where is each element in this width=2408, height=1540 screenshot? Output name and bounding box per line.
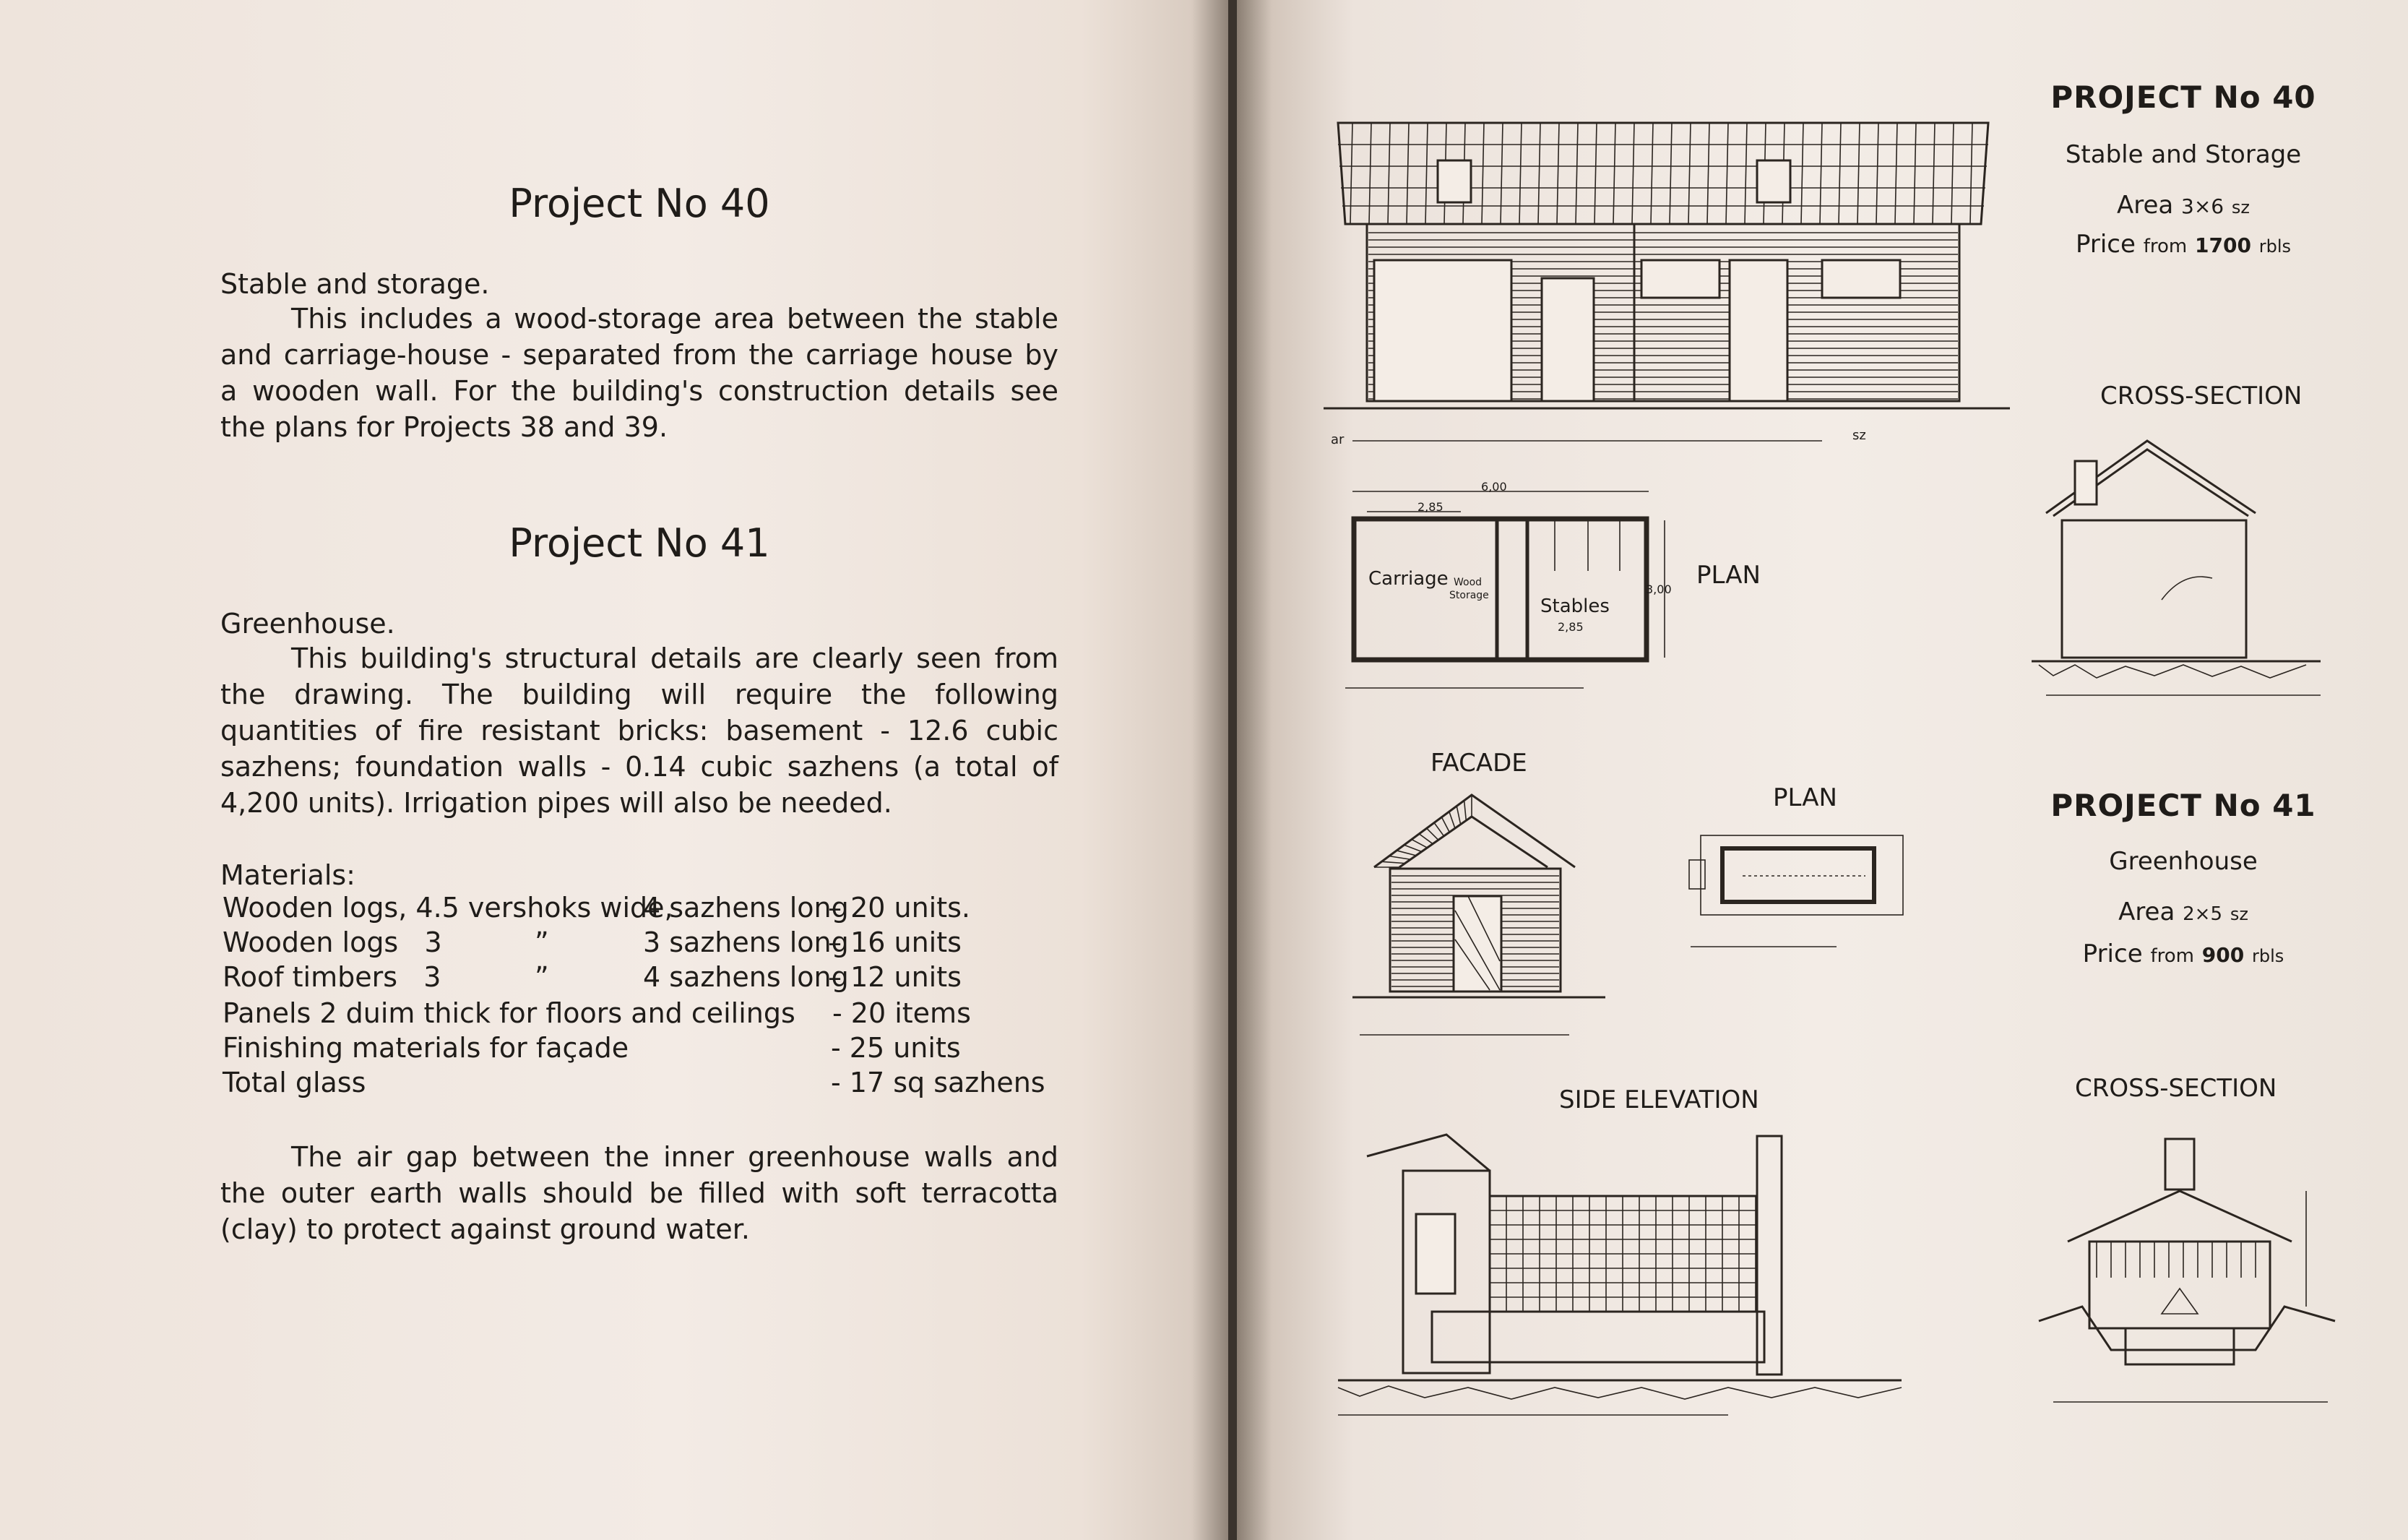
elevation-scale-end: sz (1852, 428, 1866, 443)
project40-price (2003, 230, 2364, 259)
elevation-scale-start: ar (1331, 432, 1345, 447)
material-item: Wooden logs, 4.5 vershoks wide, (223, 892, 673, 924)
price-from: from (2143, 236, 2188, 257)
material-row-6: Total glass (223, 1067, 366, 1098)
material-row-3: Roof timbers 3 (223, 961, 441, 993)
material-length-2: 3 sazhens long (643, 926, 849, 958)
material-ditto-2: ” (535, 926, 549, 958)
material-qty-5: - 25 units (831, 1032, 961, 1064)
project40-subtitle: Stable and storage. (220, 268, 490, 300)
material-row-2: Wooden logs 3 (223, 926, 442, 958)
price-value: 900 (2201, 943, 2245, 967)
project41-subtitle: Greenhouse. (220, 608, 395, 640)
material-row-1 (223, 892, 673, 924)
closing-paragraph: The air gap between the inner greenhouse walls and the outer earth walls should be filled with soft terracotta (clay) to protect against ground water. (220, 1141, 1058, 1245)
material-length-1: 4 sazhens long (643, 892, 849, 924)
stable-elevation-drawing (1324, 116, 2010, 455)
greenhouse-facade-drawing (1345, 788, 1613, 1048)
materials-heading: Materials: (220, 859, 355, 891)
project40-cross-section-label: CROSS-SECTION (2100, 382, 2303, 410)
price-label: Price (2082, 939, 2143, 968)
area-unit: sz (2230, 904, 2248, 924)
project41-name: Greenhouse (2109, 847, 2258, 876)
plan-dim-right: 2,85 (1558, 620, 1584, 634)
project41-heading: Project No 41 (509, 520, 770, 566)
plan-room-storage: Storage (1449, 590, 1489, 601)
area-label: Area (2118, 898, 2175, 926)
greenhouse-plan-drawing (1685, 831, 1909, 961)
project40-heading: Project No 40 (509, 181, 770, 226)
material-row-5: Finishing materials for façade (223, 1032, 629, 1064)
project41-body: This building's structural details are clearly seen from the drawing. The building will require the following quantities of fire resistant bricks: basement - 12.6 cubic sazhens; foundation walls - 0.14 cubic sazhens (a total of 4,200 units). Irrigation pipes will also be needed. (220, 642, 1058, 819)
area-value: 2×5 (2183, 903, 2222, 925)
book-gutter (1228, 0, 1237, 1540)
plan-dim-width: 6,00 (1481, 480, 1507, 494)
material-qty-6: - 17 sq sazhens (831, 1067, 1045, 1098)
project41-plan-label: PLAN (1773, 783, 1837, 812)
project41-cross-section-label: CROSS-SECTION (2075, 1074, 2277, 1103)
stable-cross-section-drawing (2032, 426, 2335, 708)
project41-area (2003, 898, 2364, 926)
material-qty-3: – 12 units (828, 961, 962, 993)
area-unit: sz (2231, 197, 2251, 218)
plan-dim-left: 2,85 (1417, 500, 1443, 514)
plan-room-stables: Stables (1540, 595, 1610, 617)
material-qty-2: – 16 units (828, 926, 962, 958)
plan-room-wood: Wood (1454, 577, 1483, 588)
plan-room-carriage: Carriage (1368, 568, 1449, 590)
material-row-4: Panels 2 duim thick for floors and ceilings (223, 997, 795, 1029)
material-qty-1: – 20 units. (828, 892, 971, 924)
project41-price (2003, 939, 2364, 968)
material-ditto-3: ” (535, 961, 549, 993)
project41-title: PROJECT No 41 (2050, 788, 2316, 823)
project40-title: PROJECT No 40 (2050, 79, 2316, 115)
project40-body: This includes a wood-storage area between the stable and carriage-house - separated from the carriage house by a wooden wall. For the building's construction details see the plans for Projects 38 and 39. (220, 303, 1058, 443)
greenhouse-cross-section-drawing (2039, 1133, 2342, 1415)
side-elevation-label: SIDE ELEVATION (1559, 1085, 1759, 1114)
price-value: 1700 (2195, 233, 2251, 257)
material-qty-4: - 20 items (832, 997, 971, 1029)
price-from: from (2150, 945, 2194, 967)
project40-area (2003, 191, 2364, 220)
plan-dim-depth: 3,00 (1646, 582, 1672, 596)
project40-name: Stable and Storage (2065, 140, 2302, 169)
right-page (1237, 0, 2408, 1540)
project40-plan-label: PLAN (1696, 561, 1761, 590)
facade-label: FACADE (1430, 749, 1527, 778)
greenhouse-side-elevation-drawing (1324, 1127, 1916, 1431)
area-label: Area (2116, 191, 2174, 220)
material-length-3: 4 sazhens long (643, 961, 849, 993)
price-unit: rbls (2258, 236, 2292, 257)
stable-plan-drawing (1338, 477, 1670, 708)
price-unit: rbls (2252, 946, 2284, 966)
price-label: Price (2075, 230, 2136, 259)
area-value: 3×6 (2181, 194, 2224, 218)
